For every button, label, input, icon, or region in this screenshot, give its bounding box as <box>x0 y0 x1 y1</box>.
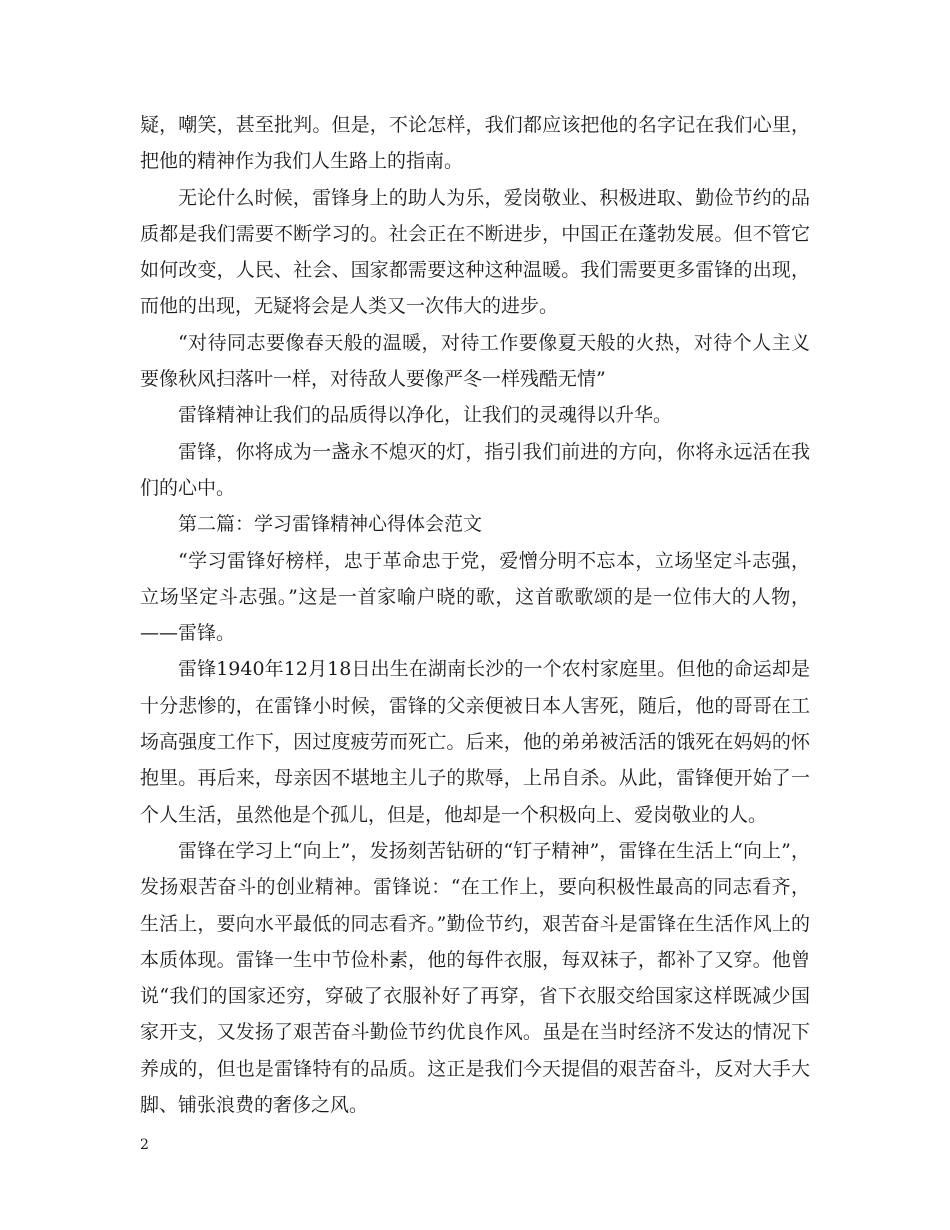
paragraph: 雷锋，你将成为一盏永不熄灭的灯，指引我们前进的方向，你将永远活在我们的心中。 <box>140 440 810 499</box>
document-body <box>140 107 810 1123</box>
page-number: 2 <box>140 1137 149 1153</box>
paragraph: 雷锋在学习上“向上”，发扬刻苦钻研的“钉子精神”，雷锋在生活上“向上”，发扬艰苦奋斗的创业精神。雷锋说：“在工作上，要向积极性最高的同志看齐，生活上，要向水平最低的同志看齐。”勤俭节约，艰苦奋斗是雷锋在生活作风上的本质体现。雷锋一生中节俭朴素，他的每件衣服，每双袜子，都补了又穿。他曾说“我们的国家还穷，穿破了衣服补好了再穿，省下衣服交给国家这样既减少国家开支，又发扬了艰苦奋斗勤俭节约优良作风。虽是在当时经济不发达的情况下养成的，但也是雷锋特有的品质。这正是我们今天提倡的艰苦奋斗，反对大手大脚、铺张浪费的奢侈之风。 <box>140 839 810 1117</box>
section-heading: 第二篇：学习雷锋精神心得体会范文 <box>178 513 483 536</box>
paragraph: 疑，嘲笑，甚至批判。但是，不论怎样，我们都应该把他的名字记在我们心里，把他的精神作为我们人生路上的指南。 <box>140 114 810 173</box>
paragraph: 雷锋精神让我们的品质得以净化，让我们的灵魂得以升华。 <box>178 404 673 427</box>
paragraph: 雷锋1940年12月18日出生在湖南长沙的一个农村家庭里。但他的命运却是十分悲惨的，在雷锋小时候，雷锋的父亲便被日本人害死，随后，他的哥哥在工场高强度工作下，因过度疲劳而死亡。后来，他的弟弟被活活的饿死在妈妈的怀抱里。再后来，母亲因不堪地主儿子的欺辱，上吊自杀。从此，雷锋便开始了一个人生活，虽然他是个孤儿，但是，他却是一个积极向上、爱岗敬业的人。 <box>140 658 810 826</box>
quote-paragraph: “对待同志要像春天般的温暖，对待工作要像夏天般的火热，对待个人主义要像秋风扫落叶一样，对待敌人要像严冬一样残酷无情” <box>140 331 810 391</box>
paragraph: 无论什么时候，雷锋身上的助人为乐，爱岗敬业、积极进取、勤俭节约的品质都是我们需要不断学习的。社会正在不断进步，中国正在蓬勃发展。但不管它如何改变，人民、社会、国家都需要这种这种温暖。我们需要更多雷锋的出现，而他的出现，无疑将会是人类又一次伟大的进步。 <box>140 186 810 318</box>
paragraph: “学习雷锋好榜样，忠于革命忠于党，爱憎分明不忘本，立场坚定斗志强，立场坚定斗志强。”这是一首家喻户晓的歌，这首歌歌颂的是一位伟大的人物，——雷锋。 <box>140 549 810 645</box>
